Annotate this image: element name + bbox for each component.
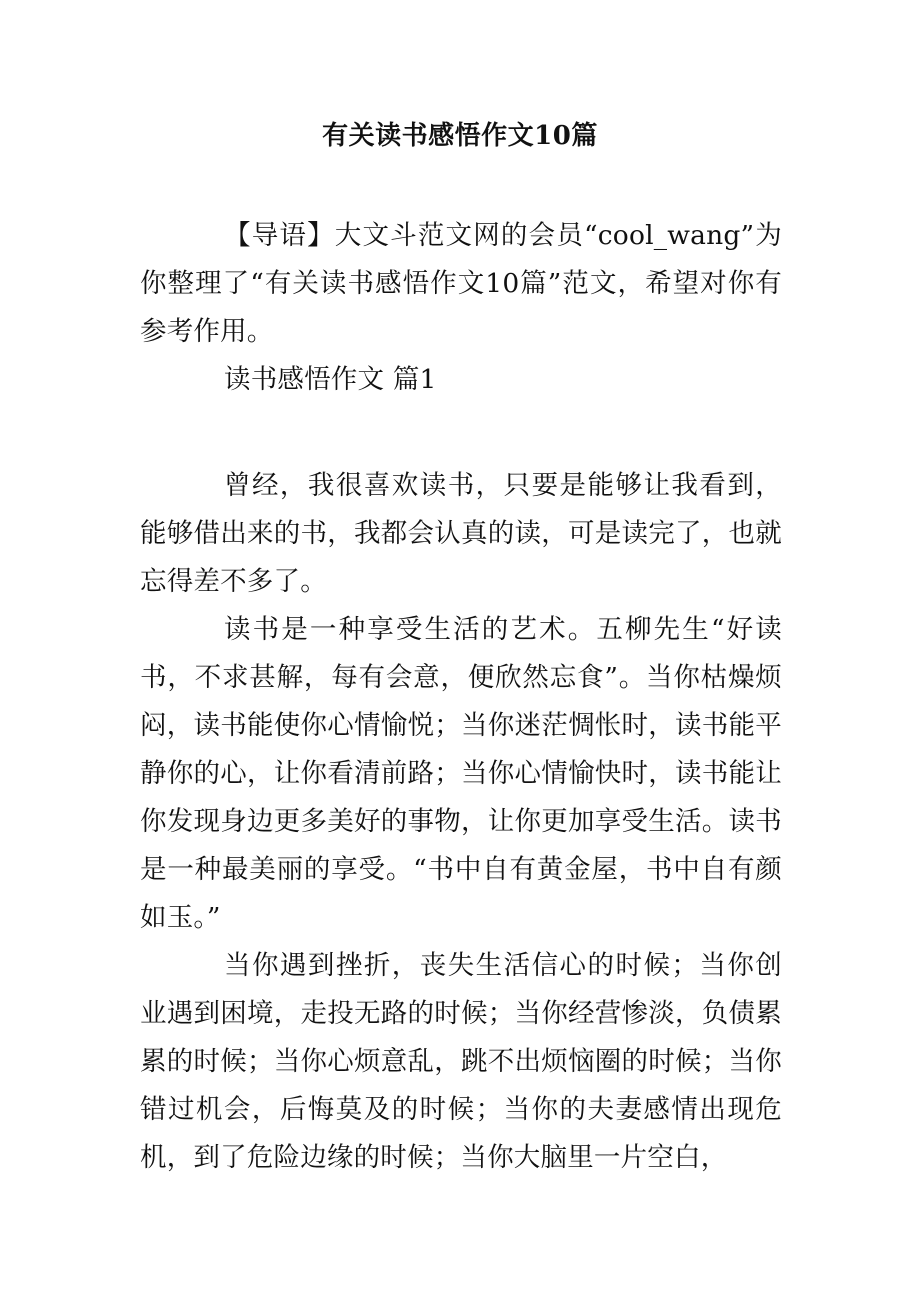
body-paragraph-2: 读书是一种享受生活的艺术。五柳先生“好读书，不求甚解，每有会意，便欣然忘食”。当你枯燥烦闷，读书能使你心情愉悦；当你迷茫惆怅时，读书能平静你的心，让你看清前路；当你心情愉快时，读书能让你发现身边更多美好的事物，让你更加享受生活。读书是一种最美丽的享受。“书中自有黄金屋，书中自有颜如玉。”: [140, 614, 782, 933]
body-paragraph-1: 曾经，我很喜欢读书，只要是能够让我看到，能够借出来的书，我都会认真的读，可是读完了，也就忘得差不多了。: [140, 470, 782, 597]
section-heading: 读书感悟作文 篇1: [224, 364, 437, 395]
document-body: [140, 212, 782, 1182]
document-title: 有关读书感悟作文10篇: [322, 121, 598, 151]
intro-paragraph: 【导语】大文斗范文网的会员“cool_wang”为你整理了“有关读书感悟作文10篇”范文，希望对你有参考作用。: [140, 220, 782, 347]
section-spacer: [140, 404, 782, 462]
body-paragraph-3: 当你遇到挫折，丧失生活信心的时候；当你创业遇到困境，走投无路的时候；当你经营惨淡，负债累累的时候；当你心烦意乱，跳不出烦恼圈的时候；当你错过机会，后悔莫及的时候；当你的夫妻感情出现危机，到了危险边缘的时候；当你大脑里一片空白，: [140, 950, 782, 1173]
